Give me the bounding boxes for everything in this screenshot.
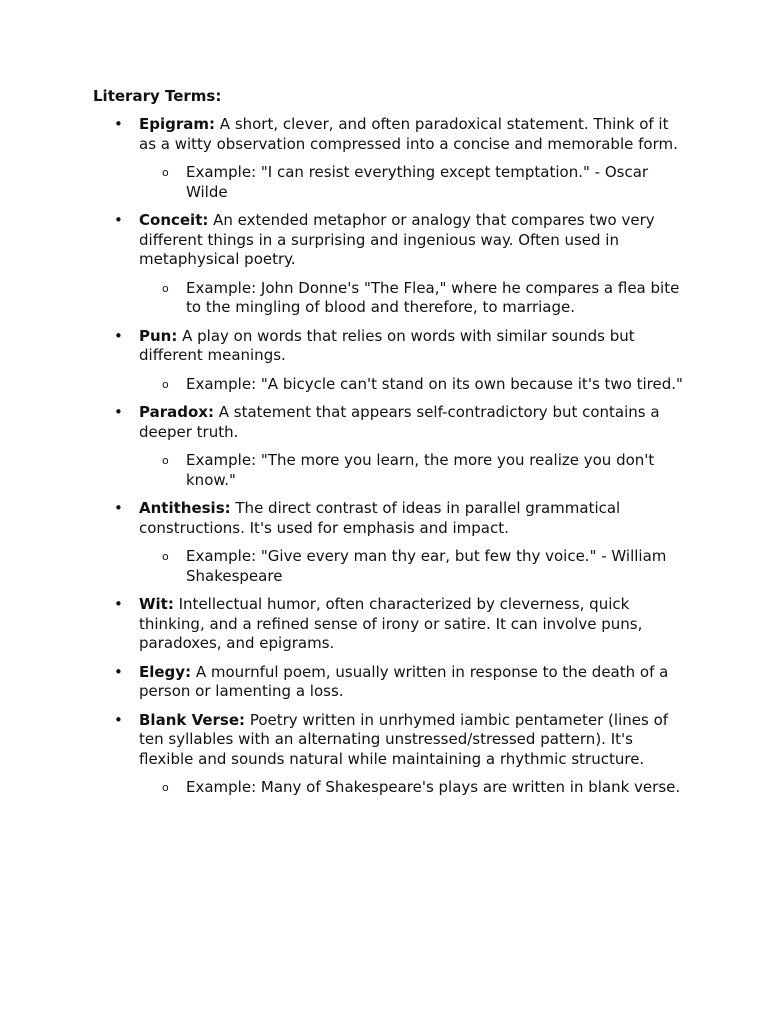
example-text: Example: "I can resist everything except temptation." - Oscar Wilde xyxy=(186,163,649,201)
term-definition: Intellectual humor, often characterized by cleverness, quick thinking, and a refined sense of irony or satire. It can involve puns, paradoxes, and epigrams. xyxy=(139,595,643,652)
bullet-icon: • xyxy=(114,499,123,517)
term-name: Elegy: xyxy=(139,662,192,681)
example-list xyxy=(139,279,683,318)
term-item xyxy=(93,115,683,202)
term-item xyxy=(93,403,683,490)
term-definition: Poetry written in unrhymed iambic pentameter (lines of ten syllables with an alternating unstressed/stressed pattern). It's flexible and sounds natural while maintaining a rhythmic structure. xyxy=(139,710,669,768)
example-list xyxy=(139,163,683,202)
terms-list xyxy=(93,115,683,798)
example-list xyxy=(139,375,683,395)
example-item xyxy=(139,547,683,586)
bullet-icon: • xyxy=(114,662,123,681)
term-definition: A play on words that relies on words with similar sounds but different meanings. xyxy=(139,326,635,364)
term-name: Antithesis: xyxy=(139,499,231,517)
example-item xyxy=(139,279,683,318)
term-item xyxy=(93,711,683,798)
term-definition: The direct contrast of ideas in parallel grammatical constructions. It's used for emphasis and impact. xyxy=(139,499,621,537)
term-name: Epigram: xyxy=(139,115,216,133)
term-item xyxy=(93,595,683,654)
term-name: Blank Verse: xyxy=(139,710,246,729)
bullet-icon: • xyxy=(114,710,123,729)
bullet-icon: • xyxy=(114,211,123,229)
example-list xyxy=(139,547,683,586)
bullet-icon: • xyxy=(114,595,123,613)
term-name: Paradox: xyxy=(139,403,214,421)
example-text: Example: "The more you learn, the more you realize you don't know." xyxy=(186,451,655,489)
example-item xyxy=(139,451,683,490)
term-definition: A short, clever, and often paradoxical statement. Think of it as a witty observation compressed into a concise and memorable form. xyxy=(139,115,678,153)
example-text: Example: "A bicycle can't stand on its own because it's two tired." xyxy=(186,374,683,393)
term-name: Wit: xyxy=(139,595,174,613)
term-item xyxy=(93,663,683,702)
circle-bullet-icon: o xyxy=(162,281,169,295)
example-list xyxy=(139,451,683,490)
example-list xyxy=(139,778,683,798)
circle-bullet-icon: o xyxy=(162,377,169,391)
bullet-icon: • xyxy=(114,326,123,345)
bullet-icon: • xyxy=(114,403,123,421)
term-item xyxy=(93,327,683,395)
term-name: Pun: xyxy=(139,326,178,345)
document-page xyxy=(93,86,683,807)
term-definition: A mournful poem, usually written in response to the death of a person or lamenting a loss. xyxy=(139,662,669,700)
term-name: Conceit: xyxy=(139,211,209,229)
term-item xyxy=(93,499,683,586)
example-item xyxy=(139,375,683,395)
circle-bullet-icon: o xyxy=(162,454,169,467)
example-text: Example: "Give every man thy ear, but few thy voice." - William Shakespeare xyxy=(186,547,667,585)
example-item xyxy=(139,778,683,798)
circle-bullet-icon: o xyxy=(162,781,169,794)
example-text: Example: John Donne's "The Flea," where he compares a flea bite to the mingling of blood and therefore, to marriage. xyxy=(186,278,680,316)
term-item xyxy=(93,211,683,318)
circle-bullet-icon: o xyxy=(162,166,169,179)
example-item xyxy=(139,163,683,202)
term-definition: An extended metaphor or analogy that compares two very different things in a surprising and ingenious way. Often used in metaphysical poetry. xyxy=(139,211,655,268)
term-definition: A statement that appears self-contradictory but contains a deeper truth. xyxy=(139,403,660,441)
example-text: Example: Many of Shakespeare's plays are written in blank verse. xyxy=(186,778,681,796)
page-heading: Literary Terms: xyxy=(93,87,222,105)
bullet-icon: • xyxy=(114,115,123,133)
circle-bullet-icon: o xyxy=(162,550,169,563)
